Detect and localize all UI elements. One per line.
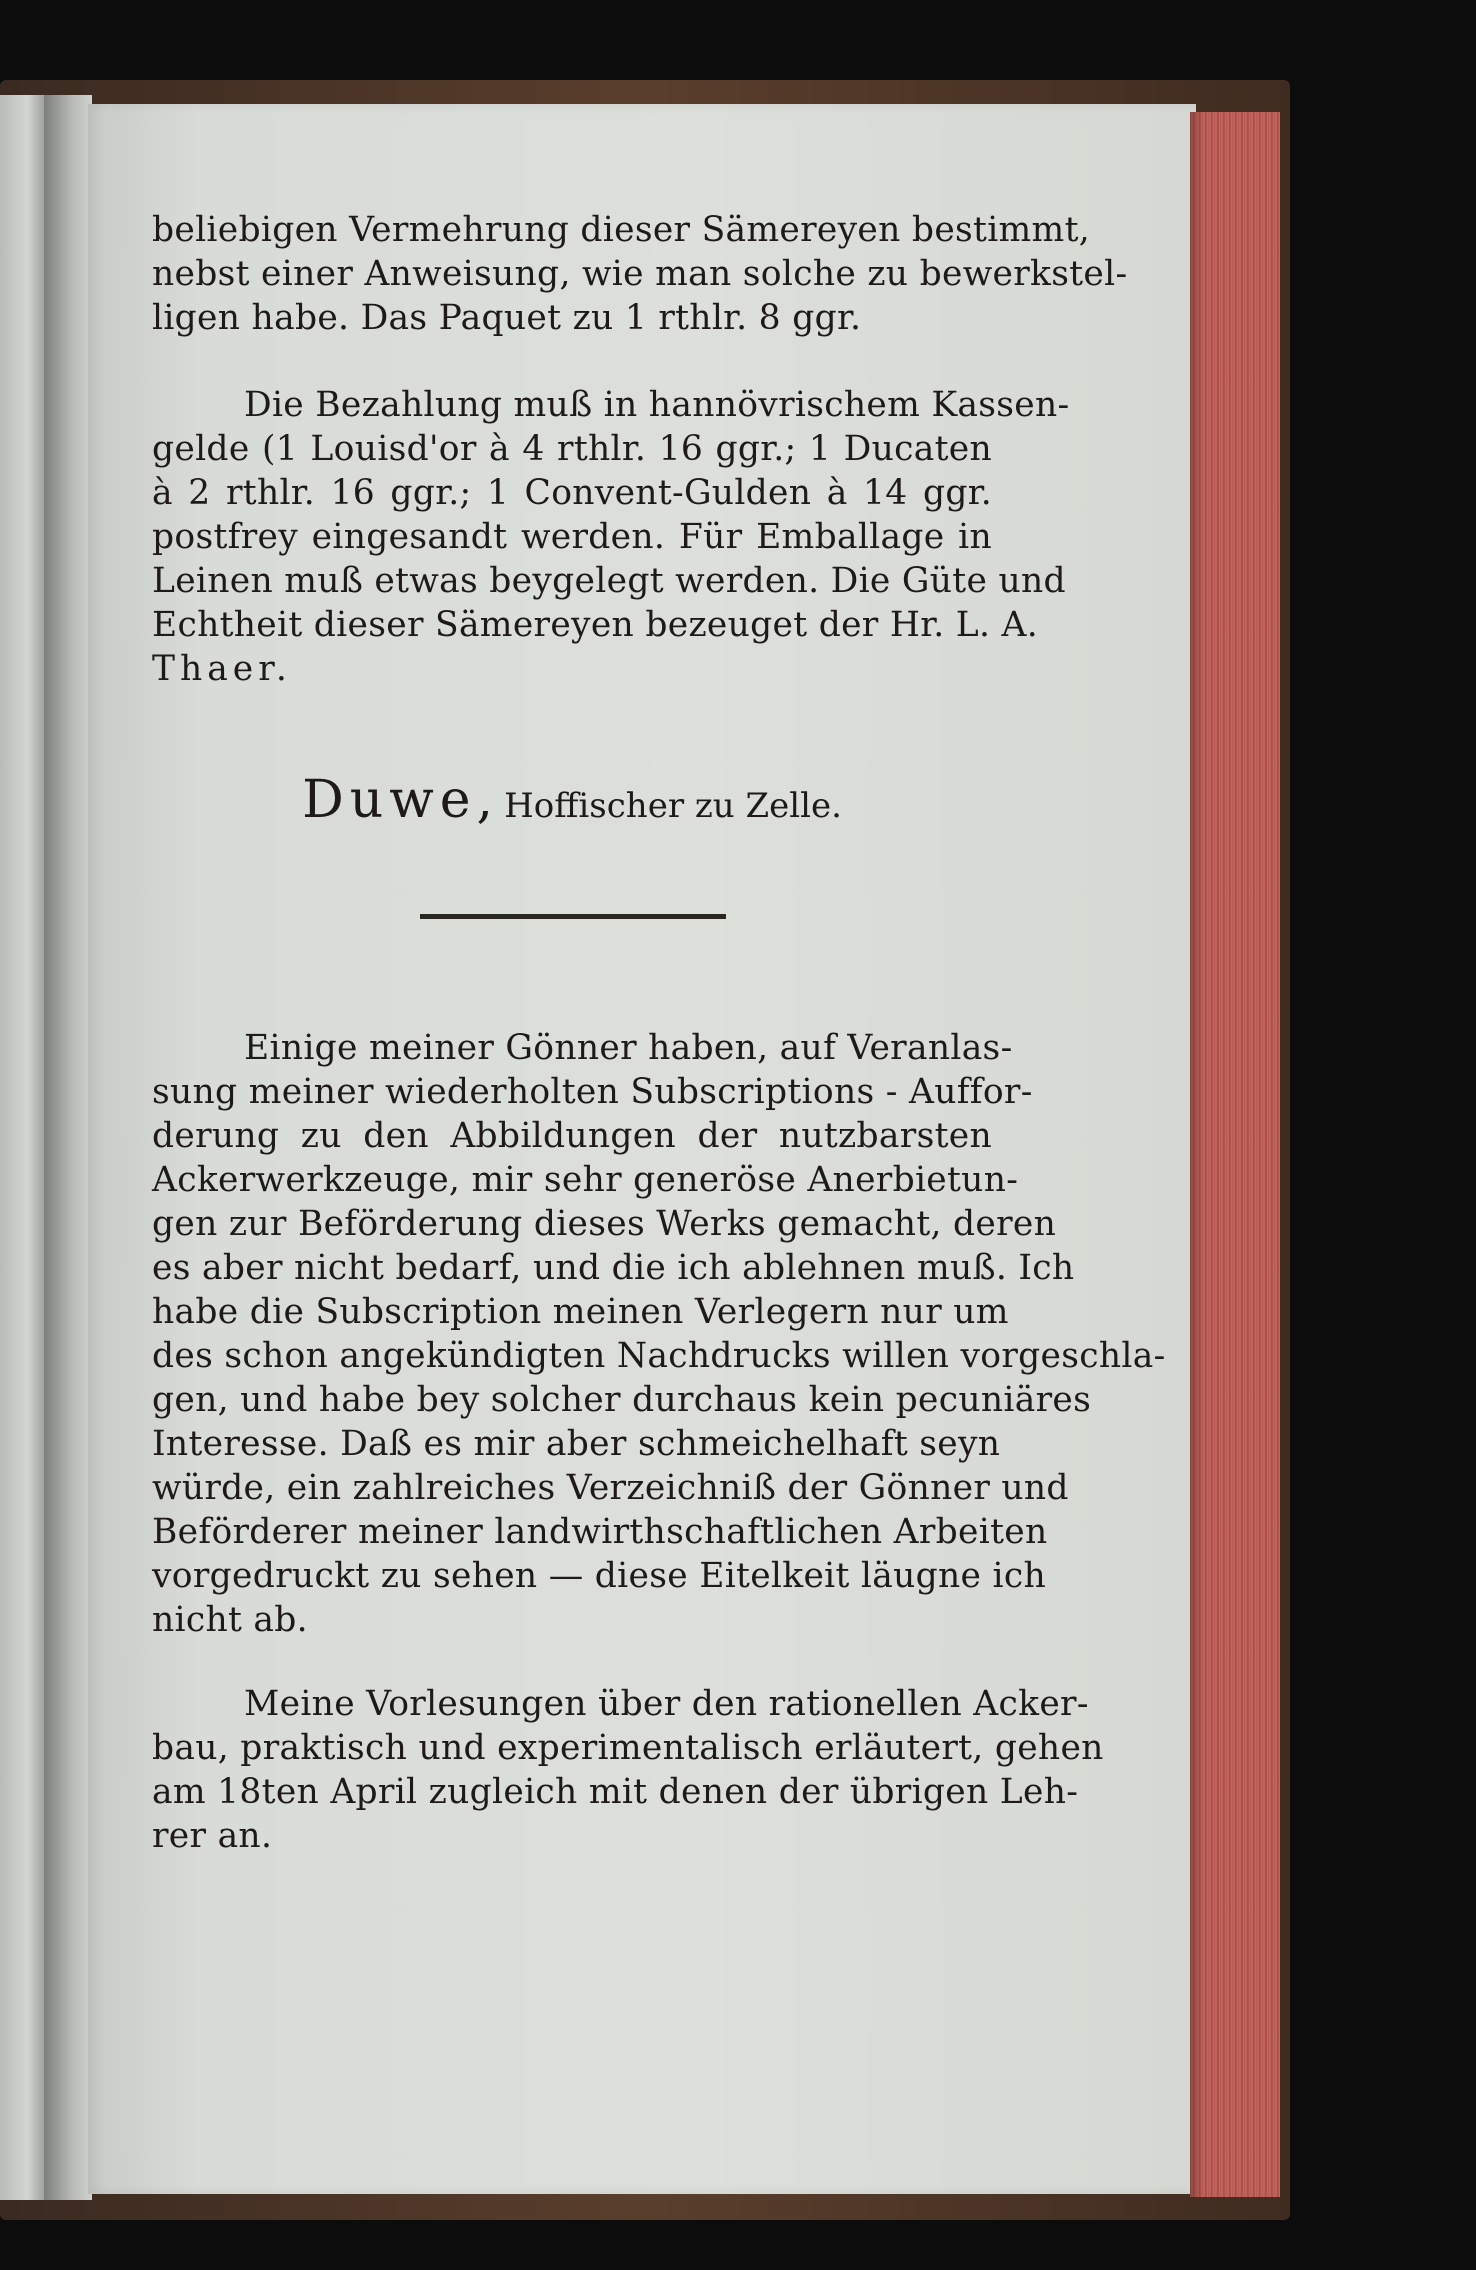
- text-line: bau, praktisch und experimentalisch erläutert, gehen: [152, 1728, 1104, 1768]
- text-line: gen zur Beförderung dieses Werks gemacht, deren: [152, 1204, 1057, 1244]
- text-line: à 2 rthlr. 16 ggr.; 1 Convent-Gulden à 14 ggr.: [152, 473, 992, 513]
- text-line: gelde (1 Louisd'or à 4 rthlr. 16 ggr.; 1 Ducaten: [152, 429, 992, 469]
- text-line: sung meiner wiederholten Subscriptions - Auffor-: [152, 1072, 1033, 1112]
- text-line: Interesse. Daß es mir aber schmeichelhaft seyn: [152, 1424, 1001, 1464]
- text-line: Echtheit dieser Sämereyen bezeuget der Hr. L. A.: [152, 605, 1038, 645]
- text-line: gen, und habe bey solcher durchaus kein pecuniäres: [152, 1380, 1092, 1420]
- paragraph-2: [152, 383, 1070, 691]
- heading-role: Hoffischer zu Zelle.: [504, 786, 842, 826]
- heading-name: Duwe,: [302, 770, 500, 830]
- text-line: Meine Vorlesungen über den rationellen Acker-: [244, 1684, 1089, 1724]
- text-line: Leinen muß etwas beygelegt werden. Die Güte und: [152, 561, 1066, 601]
- text-line: es aber nicht bedarf, und die ich ablehnen muß. Ich: [152, 1248, 1075, 1288]
- text-line: Thaer.: [152, 649, 292, 689]
- text-line: Beförderer meiner landwirthschaftlichen Arbeiten: [152, 1512, 1048, 1552]
- horizontal-rule: [420, 914, 726, 919]
- text-line: ligen habe. Das Paquet zu 1 rthlr. 8 ggr.: [152, 298, 862, 338]
- paragraph-3: [152, 1026, 1166, 1642]
- paragraph-4: [152, 1682, 1104, 1858]
- text-line: derung zu den Abbildungen der nutzbarsten: [152, 1116, 992, 1156]
- text-line: postfrey eingesandt werden. Für Emballage in: [152, 517, 992, 557]
- text-line: nicht ab.: [152, 1600, 308, 1640]
- text-line: würde, ein zahlreiches Verzeichniß der Gönner und: [152, 1468, 1069, 1508]
- text-line: Die Bezahlung muß in hannövrischem Kassen-: [244, 385, 1070, 425]
- text-line: Ackerwerkzeuge, mir sehr generöse Anerbietun-: [152, 1160, 1019, 1200]
- text-line: rer an.: [152, 1816, 273, 1856]
- text-line: des schon angekündigten Nachdrucks willen vorgeschla-: [152, 1336, 1166, 1376]
- book-gutter: [44, 95, 92, 2200]
- left-page-sliver: [0, 95, 46, 2200]
- page-edge-shadow: [1190, 112, 1204, 2197]
- text-line: vorgedruckt zu sehen — diese Eitelkeit läugne ich: [152, 1556, 1047, 1596]
- text-line: nebst einer Anweisung, wie man solche zu bewerkstel-: [152, 254, 1128, 294]
- text-line: am 18ten April zugleich mit denen der übrigen Leh-: [152, 1772, 1079, 1812]
- text-line: Einige meiner Gönner haben, auf Veranlas-: [244, 1028, 1013, 1068]
- section-heading: [152, 770, 992, 840]
- text-line: beliebigen Vermehrung dieser Sämereyen bestimmt,: [152, 210, 1090, 250]
- paragraph-1: [152, 208, 1128, 340]
- text-line: habe die Subscription meinen Verlegern nur um: [152, 1292, 1009, 1332]
